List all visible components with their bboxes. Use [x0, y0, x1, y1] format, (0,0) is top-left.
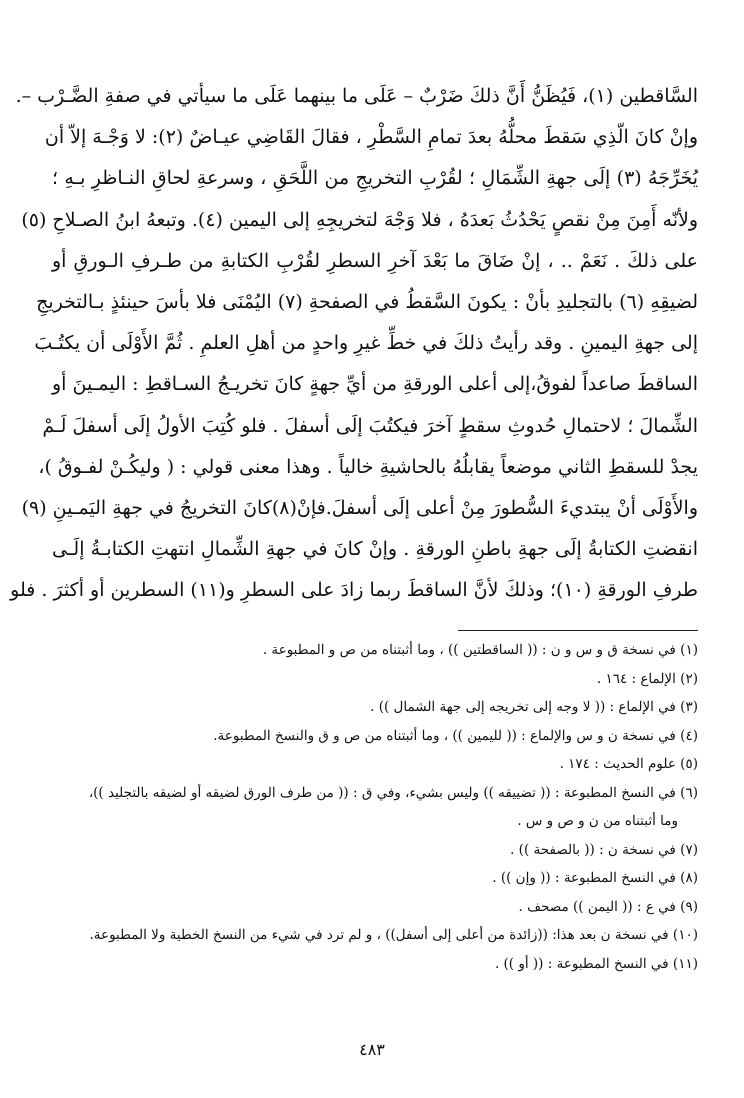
- text-line: والأَوْلَى أنْ يبتديءَ السُّطورَ مِنْ أعلى إلَى أسفلَ.فإنْ(٨)كانَ التخريجُ في جهةِ اليَمـينِ (٩): [21, 496, 698, 519]
- footnote: (٩) في ع : (( اليمن )) مصحف .: [518, 898, 698, 915]
- footnote: (٢) الإلماع : ١٦٤ .: [596, 670, 698, 687]
- footnote: (٦) في النسخ المطبوعة : (( تضييقه )) وليس بشيء، وفي ق : (( من طرف الورق لضيقه أو لضيقه بالتجليد ))،: [88, 784, 698, 801]
- footnote: (٣) في الإلماع : (( لا وجه إلى تخريجه إلى جهة الشمال )) .: [370, 699, 698, 715]
- text-line: طرفِ الورقةِ (١٠)؛ وذلكَ لأنَّ الساقطَ ربما زادَ على السطرِ و(١١) السطرين أو أكثرَ . فلو: [10, 579, 698, 602]
- text-line: إلى جهةِ اليمينِ . وقد رأيتُ ذلكَ في خطِّ غيرِ واحدٍ من أهلِ العلمِ . ثُمَّ الأَوْلَى أن يكتُـبَ: [34, 332, 698, 355]
- text-line: يجدْ للسقطِ الثاني موضعاً يقابلُهُ بالحاشيةِ خالياً . وهذا معنى قولي : ( وليكُـنْ لفـوقُ )،: [38, 455, 698, 478]
- footnote: (٥) علوم الحديث : ١٧٤ .: [559, 756, 698, 772]
- page-number: ٤٨٣: [359, 1040, 385, 1059]
- footnotes: [60, 636, 698, 978]
- footnote: (٨) في النسخ المطبوعة : (( وإن )) .: [492, 870, 698, 886]
- footnote: (١٠) في نسخة ن بعد هذا: ((زائدة من أعلى إلى أسفل)) ، و لم ترد في شيء من النسخ الخطية ولا المطبوعة.: [89, 927, 698, 943]
- text-line: على ذلكَ . نَعَمْ .. ، إنْ ضَاقَ ما بَعْدَ آخرِ السطرِ لقُرْبِ الكتابةِ من طـرفِ الـورقِ أو: [52, 249, 698, 272]
- text-line: لضيقِهِ (٦) بالتجليدِ بأنْ : يكونَ السَّقطُ في الصفحةِ (٧) اليُمْنَى فلا بأسَ حينئذٍ بـالتخريجِ: [36, 290, 698, 313]
- footnote: (١) في نسخة ق و س و ن : (( الساقطتين )) ، وما أثبتناه من ص و المطبوعة .: [262, 642, 698, 658]
- footnote: (١١) في النسخ المطبوعة : (( أو )) .: [494, 955, 698, 972]
- footnote-continuation: وما أثبتناه من ن و ص و س .: [517, 813, 678, 829]
- text-line: وإنْ كانَ الّذِي سَقطَ محلُّهُ بعدَ تمامِ السَّطْرِ ، فقالَ القَاضِي عيـاضٌ (٢): لا وَجْـهَ إلاّ أن: [44, 126, 698, 149]
- text-line: ولأنّه أَمِنَ مِنْ نقصٍ يَحْدُثُ بَعدَهُ ، فلا وَجْهَ لتخريجِهِ إلى اليمين (٤). وتبعهُ ابنُ الصـلاحِ (٥): [21, 208, 698, 231]
- footnote: (٤) في نسخة ن و س والإلماع : (( لليمين )) ، وما أثبتناه من ص و ق والنسخ المطبوعة.: [213, 727, 698, 744]
- footnote: (٧) في نسخة ن : (( بالصفحة )) .: [510, 841, 698, 858]
- main-text: [10, 76, 699, 611]
- text-line: السَّاقطين (١)، فَيُظَنُّ أَنَّ ذلكَ ضَرْبٌ – عَلَى ما بينهما عَلَى ما سيأتي في صفةِ الضَّـرْب –.: [15, 85, 698, 107]
- text-line: الشِّمالَ ؛ لاحتمالِ حُدوثِ سقطٍ آخرَ فيكتُبَ إلَى أسفلَ . فلو كُتِبَ الأولُ إلَى أسفلَ لَـمْ: [42, 414, 698, 437]
- footnote-separator: [458, 630, 698, 631]
- text-line: انقضتِ الكتابةُ إلَى جهةِ باطنِ الورقةِ . وإنْ كانَ في جهةِ الشِّمالِ انتهتِ الكتابـةُ إلَـى: [52, 538, 698, 561]
- text-line: الساقطَ صاعداً لفوقُ،إلى أعلى الورقةِ من أيِّ جهةٍ كانَ تخريـجُ السـاقطِ : اليمـينَ أو: [52, 373, 698, 396]
- text-line: يُخَرِّجَهُ (٣) إلَى جهةِ الشِّمَالِ ؛ لقُرْبِ التخريجِ من اللَّحَقِ ، وسرعةِ لحاقِ النـاظرِ بـهِ ؛: [52, 167, 699, 190]
